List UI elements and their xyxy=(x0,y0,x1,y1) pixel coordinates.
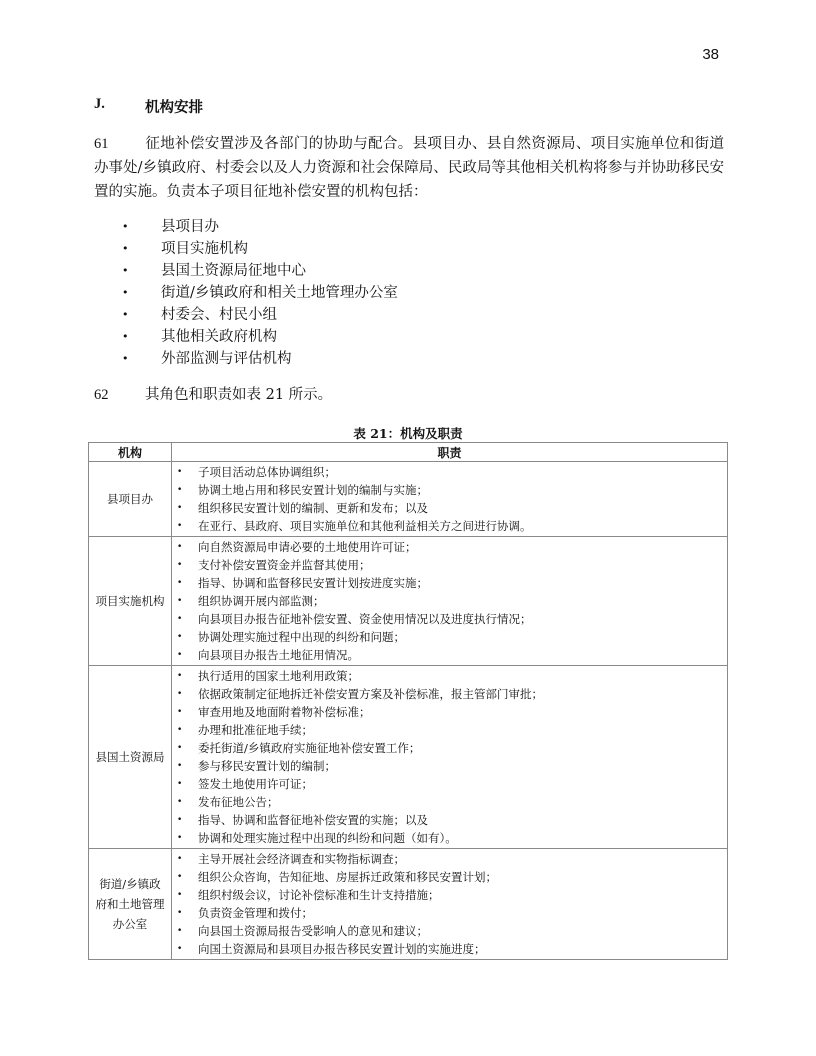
bullet-icon: • xyxy=(122,264,129,277)
bullet-icon: • xyxy=(122,242,129,255)
duty-item xyxy=(172,922,727,940)
duty-item xyxy=(172,628,727,646)
duties-list xyxy=(172,463,727,535)
duty-text: 主导开展社会经济调查和实物指标调查； xyxy=(198,852,405,866)
duty-item xyxy=(172,868,727,886)
duty-text: 负责资金管理和拨付； xyxy=(198,906,313,920)
table-row xyxy=(89,849,728,960)
table-row xyxy=(89,537,728,666)
duty-item xyxy=(172,556,727,574)
bullet-icon: • xyxy=(177,503,183,513)
duty-text: 指导、协调和监督征地补偿安置的实施；以及 xyxy=(198,813,428,827)
duty-item xyxy=(172,850,727,868)
institution-cell: 项目实施机构 xyxy=(89,537,172,666)
bullet-icon: • xyxy=(177,689,183,699)
duty-text: 协调处理实施过程中出现的纠纷和问题； xyxy=(198,630,405,644)
bullet-icon: • xyxy=(177,779,183,789)
bullet-icon: • xyxy=(177,854,183,864)
duty-item xyxy=(172,703,727,721)
duty-item xyxy=(172,481,727,499)
duties-cell xyxy=(172,537,728,666)
duty-text: 组织公众咨询，告知征地、房屋拆迁政策和移民安置计划； xyxy=(198,870,497,884)
list-item xyxy=(122,282,398,304)
bullet-icon: • xyxy=(177,707,183,717)
duty-item xyxy=(172,667,727,685)
bullet-icon: • xyxy=(177,797,183,807)
bullet-icon: • xyxy=(177,926,183,936)
bullet-icon: • xyxy=(177,578,183,588)
duty-text: 协调土地占用和移民安置计划的编制与实施； xyxy=(198,483,428,497)
duty-item xyxy=(172,793,727,811)
duty-text: 组织移民安置计划的编制、更新和发布；以及 xyxy=(198,501,428,515)
table-caption: 表 21：机构及职责 xyxy=(353,426,463,441)
duty-item xyxy=(172,829,727,847)
duties-list xyxy=(172,667,727,847)
list-item-text: 县项目办 xyxy=(161,219,219,235)
duty-text: 向县国土资源局报告受影响人的意见和建议； xyxy=(198,924,428,938)
duty-item xyxy=(172,646,727,664)
duty-item xyxy=(172,757,727,775)
duty-item xyxy=(172,940,727,958)
list-item xyxy=(122,304,398,326)
duty-text: 在亚行、县政府、项目实施单位和其他利益相关方之间进行协调。 xyxy=(198,519,532,533)
duty-text: 组织村级会议，讨论补偿标准和生计支持措施； xyxy=(198,888,440,902)
duty-text: 执行适用的国家土地利用政策； xyxy=(198,669,359,683)
bullet-icon: • xyxy=(122,220,129,233)
duty-item xyxy=(172,811,727,829)
duty-text: 审查用地及地面附着物补偿标准； xyxy=(198,705,371,719)
duty-item xyxy=(172,574,727,592)
list-item xyxy=(122,260,398,282)
duty-item xyxy=(172,499,727,517)
duties-cell xyxy=(172,666,728,849)
table-row xyxy=(89,666,728,849)
paragraph-number: 61 xyxy=(94,136,109,152)
section-title: 机构安排 xyxy=(145,99,203,116)
duty-text: 向县项目办报告土地征用情况。 xyxy=(198,648,359,662)
responsibilities-table xyxy=(88,442,728,960)
duty-item xyxy=(172,739,727,757)
duty-text: 依据政策制定征地拆迁补偿安置方案及补偿标准，报主管部门审批； xyxy=(198,687,543,701)
bullet-icon: • xyxy=(177,815,183,825)
section-letter: J. xyxy=(94,96,105,112)
institution-cell: 县项目办 xyxy=(89,462,172,537)
bullet-icon: • xyxy=(177,542,183,552)
duties-list xyxy=(172,538,727,664)
bullet-icon: • xyxy=(177,890,183,900)
duty-text: 子项目活动总体协调组织； xyxy=(198,465,336,479)
list-item xyxy=(122,216,398,238)
duty-text: 向县项目办报告征地补偿安置、资金使用情况以及进度执行情况； xyxy=(198,612,532,626)
bullet-icon: • xyxy=(122,308,129,321)
duty-item xyxy=(172,610,727,628)
bullet-icon: • xyxy=(122,286,129,299)
header-institution: 机构 xyxy=(89,443,172,462)
bullet-icon: • xyxy=(177,467,183,477)
duties-cell xyxy=(172,849,728,960)
institutions-list xyxy=(122,216,398,370)
duty-text: 参与移民安置计划的编制； xyxy=(198,759,336,773)
duty-text: 向国土资源局和县项目办报告移民安置计划的实施进度； xyxy=(198,942,486,956)
bullet-icon: • xyxy=(122,330,129,343)
bullet-icon: • xyxy=(177,521,183,531)
list-item-text: 村委会、村民小组 xyxy=(161,307,277,323)
table-row xyxy=(89,462,728,537)
bullet-icon: • xyxy=(177,944,183,954)
list-item-text: 外部监测与评估机构 xyxy=(161,351,292,367)
duty-item xyxy=(172,904,727,922)
bullet-icon: • xyxy=(177,632,183,642)
duty-item xyxy=(172,721,727,739)
list-item xyxy=(122,326,398,348)
duty-text: 组织协调开展内部监测； xyxy=(198,594,325,608)
section-heading xyxy=(94,96,203,117)
duty-text: 发布征地公告； xyxy=(198,795,279,809)
bullet-icon: • xyxy=(177,761,183,771)
institution-cell: 街道/乡镇政府和土地管理办公室 xyxy=(89,849,172,960)
paragraph-text: 其角色和职责如表 21 所示。 xyxy=(145,387,333,403)
list-item-text: 街道/乡镇政府和相关土地管理办公室 xyxy=(161,285,398,301)
duties-list xyxy=(172,850,727,958)
table-header-row xyxy=(89,443,728,462)
institution-cell: 县国土资源局 xyxy=(89,666,172,849)
bullet-icon: • xyxy=(177,485,183,495)
header-responsibilities: 职责 xyxy=(172,443,728,462)
bullet-icon: • xyxy=(177,908,183,918)
list-item-text: 县国土资源局征地中心 xyxy=(161,263,306,279)
bullet-icon: • xyxy=(177,596,183,606)
bullet-icon: • xyxy=(177,614,183,624)
list-item-text: 项目实施机构 xyxy=(161,241,248,257)
duty-text: 签发土地使用许可证； xyxy=(198,777,313,791)
paragraph-number: 62 xyxy=(94,387,109,403)
paragraph-62 xyxy=(94,383,724,407)
duty-item xyxy=(172,886,727,904)
bullet-icon: • xyxy=(177,650,183,660)
duties-cell xyxy=(172,462,728,537)
bullet-icon: • xyxy=(177,560,183,570)
duty-text: 支付补偿安置资金并监督其使用； xyxy=(198,558,371,572)
duty-item xyxy=(172,538,727,556)
bullet-icon: • xyxy=(177,743,183,753)
duty-text: 指导、协调和监督移民安置计划按进度实施； xyxy=(198,576,428,590)
duty-text: 委托街道/乡镇政府实施征地补偿安置工作； xyxy=(198,741,421,755)
duty-text: 协调和处理实施过程中出现的纠纷和问题（如有）。 xyxy=(198,831,457,845)
list-item-text: 其他相关政府机构 xyxy=(161,329,277,345)
paragraph-61 xyxy=(94,132,724,204)
bullet-icon: • xyxy=(177,725,183,735)
page-number: 38 xyxy=(702,46,719,63)
paragraph-text: 征地补偿安置涉及各部门的协助与配合。县项目办、县自然资源局、项目实施单位和街道办事处/乡镇政府、村委会以及人力资源和社会保障局、民政局等其他相关机构将参与并协助移民安置的实施。负责本子项目征地补偿安置的机构包括： xyxy=(94,136,724,200)
list-item xyxy=(122,348,398,370)
duty-text: 向自然资源局申请必要的土地使用许可证； xyxy=(198,540,417,554)
duty-text: 办理和批准征地手续； xyxy=(198,723,313,737)
duty-item xyxy=(172,775,727,793)
bullet-icon: • xyxy=(177,872,183,882)
bullet-icon: • xyxy=(122,352,129,365)
bullet-icon: • xyxy=(177,671,183,681)
duty-item xyxy=(172,463,727,481)
duty-item xyxy=(172,592,727,610)
list-item xyxy=(122,238,398,260)
bullet-icon: • xyxy=(177,833,183,843)
duty-item xyxy=(172,685,727,703)
duty-item xyxy=(172,517,727,535)
